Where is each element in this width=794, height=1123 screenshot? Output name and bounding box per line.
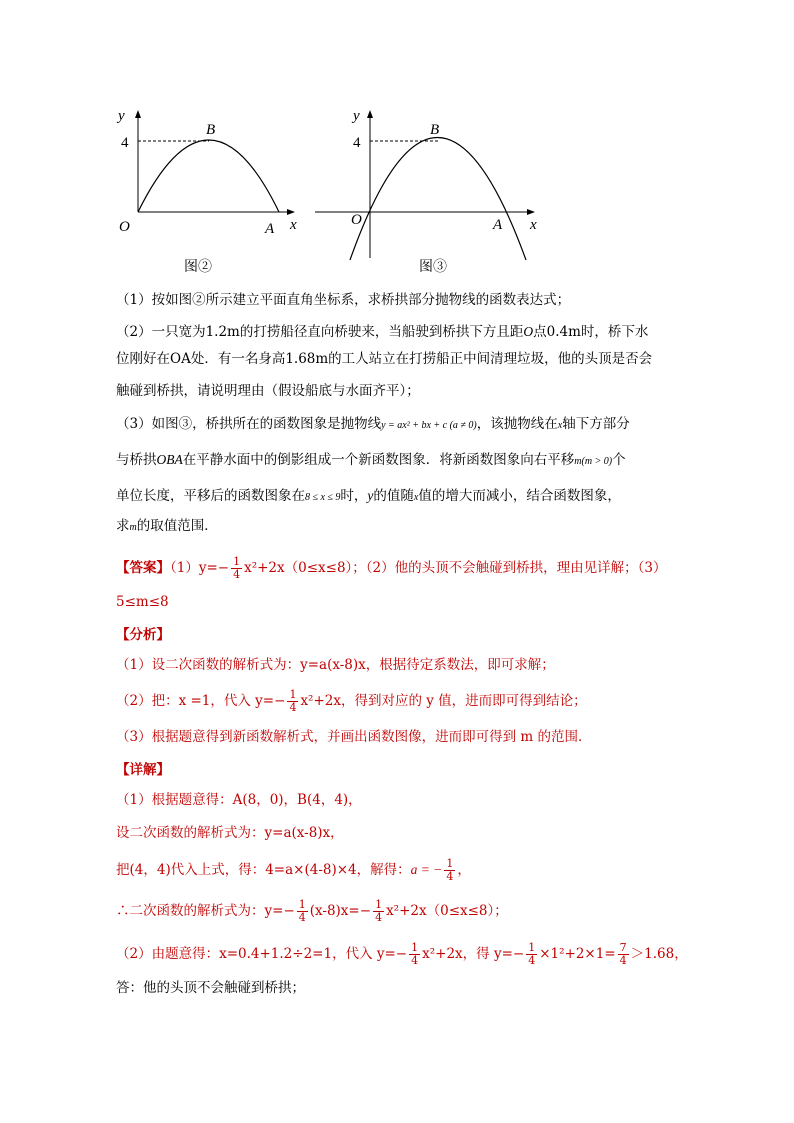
analysis-l2-a: （2）把：x =1，代入 y=− <box>116 693 286 709</box>
question-3-line-1 <box>116 414 630 436</box>
fig2-a-label: A <box>265 221 275 237</box>
q2-text-a: （2）一只宽为1.2m的打捞船径直向桥驶来，当船驶到桥拱下方且距 <box>116 324 524 340</box>
fig3-b-label: B <box>430 122 440 138</box>
analysis-line-1: （1）设二次函数的解析式为：y=a(x-8)x，根据待定系数法，即可求解； <box>116 657 555 673</box>
q3-l3-c: 的值随 <box>373 488 414 504</box>
analysis-line-3: （3）根据题意得到新函数解析式，并画出函数图像，进而即可得到 m 的范围． <box>116 729 592 745</box>
q3-l2-oba: OBA <box>156 452 183 467</box>
q3-l3-d: 值的增大而减小，结合函数图象， <box>418 488 621 504</box>
detail-l4-a: ∴二次函数的解析式为：y=− <box>116 903 295 919</box>
detail-l5-frac1-num: 1 <box>411 941 419 954</box>
detail-line-1: （1）根据题意得：A(8，0)，B(4，4)， <box>116 792 362 808</box>
detail-l4-b: (x-8)x=− <box>309 903 372 919</box>
answer-p1-b: x²+2x（0≤x≤8）；（2）他的头顶不会触碰到桥拱，理由见详解；（3） <box>244 560 667 576</box>
q3-l2-c: 个 <box>612 452 626 468</box>
answer-fraction <box>231 556 242 581</box>
q3-l4-a: 求 <box>116 518 130 534</box>
fig3-tick-4: 4 <box>353 135 361 151</box>
detail-l3-c: ， <box>457 862 471 878</box>
q3-l2-m: m <box>574 456 582 467</box>
q3-text-a: （3）如图③，桥拱所在的函数图象是抛物线 <box>116 416 382 432</box>
question-2-line-3: 触碰到桥拱，请说明理由（假设船底与水面齐平）； <box>116 383 420 399</box>
detail-line-2: 设二次函数的解析式为：y=a(x-8)x， <box>116 825 344 841</box>
fig3-a-label: A <box>493 217 503 233</box>
detail-l4-frac2-den: 4 <box>375 911 383 924</box>
detail-l4-fraction-2 <box>373 899 384 924</box>
detail-l3-frac-den: 4 <box>446 870 454 883</box>
fig2-y-label: y <box>118 108 125 124</box>
detail-l5-fraction-2 <box>526 942 537 967</box>
detail-l5-frac2-den: 4 <box>528 954 536 967</box>
question-2-line-1 <box>116 322 648 342</box>
analysis-line-2 <box>116 689 587 714</box>
detail-l5-frac3-num: 7 <box>619 941 627 954</box>
question-3-line-3 <box>116 486 621 508</box>
answer-tag: 【答案】 <box>116 560 170 576</box>
q3-l3-b: 时， <box>340 488 368 504</box>
fig2-y-arrow <box>135 110 141 118</box>
answer-frac-den: 4 <box>233 568 241 581</box>
analysis-frac-den: 4 <box>289 701 297 714</box>
figure-3 <box>305 98 555 278</box>
detail-l5-c: ×1²+2×1= <box>539 946 616 962</box>
detail-l5-fraction-3 <box>618 942 629 967</box>
detail-l4-fraction-1 <box>297 899 308 924</box>
detail-l5-frac1-den: 4 <box>411 954 419 967</box>
fig2-parabola <box>138 140 279 212</box>
q3-l4-b: 的取值范围． <box>136 518 218 534</box>
detail-l5-d: ＞1.68， <box>630 946 688 962</box>
analysis-fraction <box>287 689 298 714</box>
q3-formula: y = ax² + bx + c (a ≠ 0) <box>381 420 477 431</box>
answer-p1-a: （1）y=− <box>170 560 230 576</box>
q3-x-var: x <box>557 420 563 431</box>
detail-l5-a: （2）由题意得：x=0.4+1.2÷2=1，代入 y=− <box>116 946 408 962</box>
detail-l4-c: x²+2x（0≤x≤8）； <box>386 903 508 919</box>
q3-l2-b: 在平静水面中的倒影组成一个新函数图象．将新函数图象向右平移 <box>182 452 575 468</box>
answer-frac-num: 1 <box>233 555 241 568</box>
analysis-frac-num: 1 <box>289 688 297 701</box>
q2-point-o: O <box>523 324 534 339</box>
q3-l3-x: x <box>413 492 419 503</box>
answer-line-2: 5≤m≤8 <box>116 594 169 610</box>
question-3-line-2 <box>116 450 626 472</box>
fig3-x-label: x <box>530 217 537 233</box>
q2-text-b: 点0.4m时，桥下水 <box>533 324 649 340</box>
question-1: （1）按如图②所示建立平面直角坐标系，求桥拱部分抛物线的函数表达式； <box>116 292 571 308</box>
fig3-y-label: y <box>353 108 360 124</box>
detail-line-6: 答：他的头顶不会触碰到桥拱； <box>116 980 305 996</box>
fig3-y-arrow <box>367 110 373 118</box>
detail-l5-b: x²+2x，得 y=− <box>422 946 525 962</box>
detail-l5-frac2-num: 1 <box>528 941 536 954</box>
analysis-tag: 【分析】 <box>116 627 170 643</box>
fig2-tick-4: 4 <box>121 135 129 151</box>
fig3-o-label: O <box>351 212 362 228</box>
detail-l3-a: 把(4，4)代入上式，得：4=a×(4-8)×4，解得： <box>116 862 411 878</box>
detail-l5-fraction-1 <box>409 942 420 967</box>
fig2-x-label: x <box>290 217 297 233</box>
detail-line-5 <box>116 942 688 967</box>
q3-text-c: 轴下方部分 <box>562 416 630 432</box>
fig3-caption: 图③ <box>419 260 447 275</box>
detail-l5-frac3-den: 4 <box>619 954 627 967</box>
detail-tag: 【详解】 <box>116 762 170 778</box>
q3-l3-range: 8 ≤ x ≤ 9 <box>305 492 341 503</box>
detail-l4-frac1-den: 4 <box>298 911 306 924</box>
fig2-x-arrow <box>287 209 295 215</box>
detail-l4-frac1-num: 1 <box>298 898 306 911</box>
detail-l4-frac2-num: 1 <box>375 898 383 911</box>
fig3-parabola <box>350 138 526 261</box>
analysis-l2-b: x²+2x，得到对应的 y 值，进而即可得到结论； <box>300 693 587 709</box>
question-2-line-2: 位刚好在OA处．有一名身高1.68m的工人站立在打捞船正中间清理垃圾，他的头顶是否会 <box>116 351 653 367</box>
q3-l2-a: 与桥拱 <box>116 452 157 468</box>
fig2-b-label: B <box>206 122 216 138</box>
fig2-caption: 图② <box>184 260 212 275</box>
q3-l2-cond: (m > 0) <box>581 456 613 467</box>
figure-2 <box>110 98 310 278</box>
detail-l3-frac-num: 1 <box>446 857 454 870</box>
question-3-line-4 <box>116 516 218 538</box>
detail-line-3 <box>116 858 471 883</box>
fig3-x-arrow <box>527 209 535 215</box>
q3-l3-y: y <box>367 488 374 503</box>
fig2-o-label: O <box>119 219 130 235</box>
answer-line-1 <box>116 556 666 581</box>
q3-text-b: ，该抛物线在 <box>476 416 558 432</box>
detail-line-4 <box>116 899 508 924</box>
detail-l3-fraction <box>444 858 455 883</box>
q3-l3-a: 单位长度，平移后的函数图象在 <box>116 488 305 504</box>
detail-l3-b: a = − <box>410 862 443 877</box>
q3-l4-m: m <box>129 522 137 533</box>
